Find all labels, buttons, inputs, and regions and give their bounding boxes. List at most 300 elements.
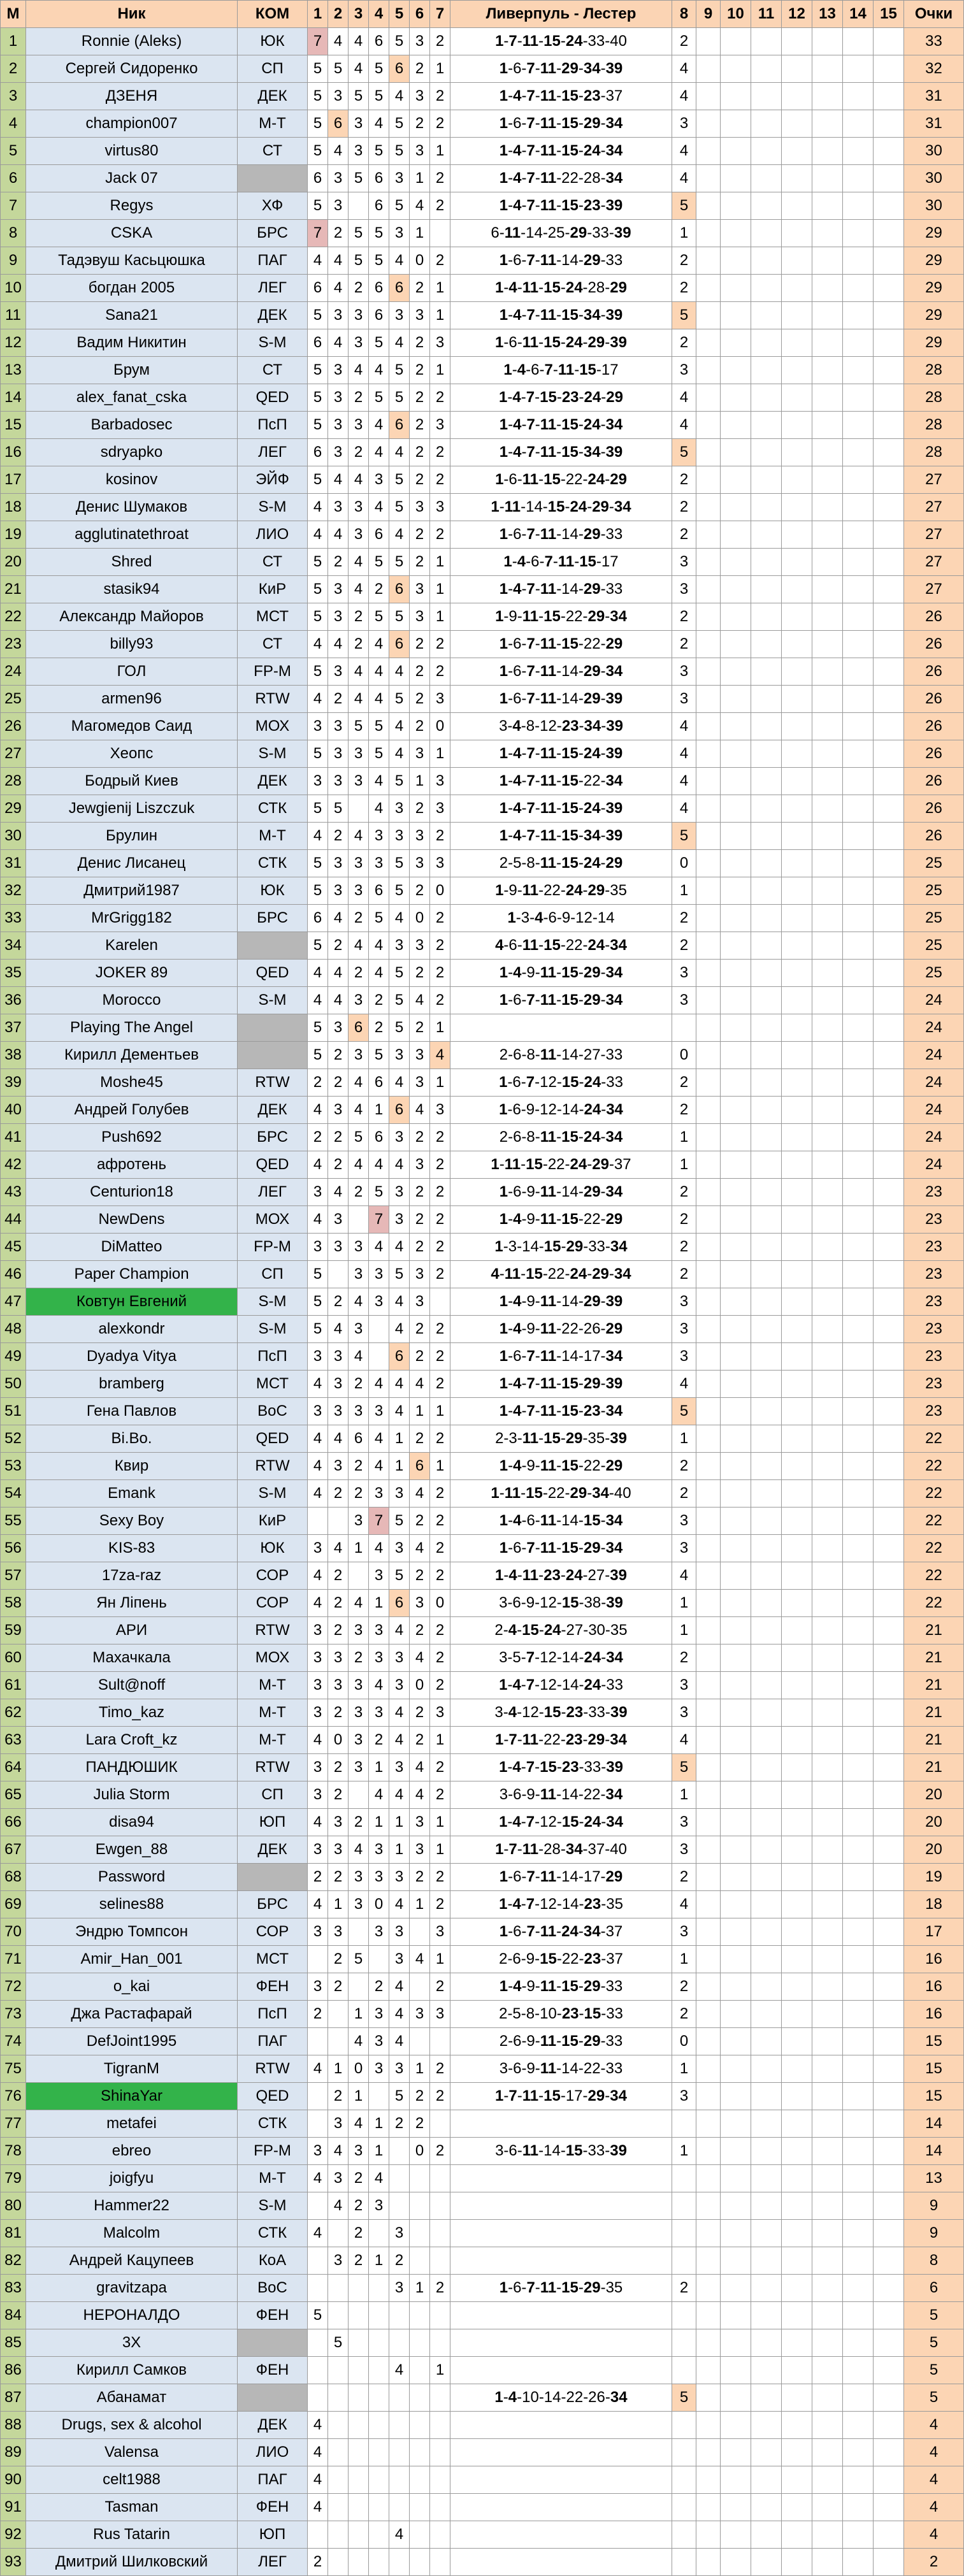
- place-cell: 19: [1, 521, 26, 549]
- round-12-cell: [782, 2302, 812, 2329]
- round-13-cell: [812, 1425, 843, 1453]
- place-cell: 80: [1, 2192, 26, 2220]
- column-header: 13: [812, 1, 843, 28]
- round-4-cell: 5: [369, 713, 389, 740]
- table-row: [1, 1562, 964, 1590]
- round-5-cell: 4: [389, 1151, 410, 1179]
- team-cell: [238, 2329, 308, 2357]
- points-cell: 27: [904, 576, 964, 603]
- round-3-cell: 2: [349, 905, 369, 932]
- place-cell: 72: [1, 1973, 26, 2001]
- round-8-cell: 3: [672, 357, 696, 384]
- round-4-cell: 4: [369, 1371, 389, 1398]
- prediction-text: 1-4-7-11-15-24-39: [499, 745, 623, 762]
- round-4-cell: [369, 2275, 389, 2302]
- round-6-cell: 4: [410, 1644, 430, 1672]
- round-10-cell: [721, 1425, 751, 1453]
- round-7-cell: 2: [430, 1179, 450, 1206]
- nickname-cell: metafei: [26, 2110, 238, 2138]
- round-9-cell: [696, 1699, 721, 1727]
- round-6-cell: 2: [410, 795, 430, 823]
- round-8-cell: 5: [672, 439, 696, 466]
- round-5-cell: 1: [389, 1425, 410, 1453]
- round-15-cell: [874, 631, 904, 658]
- match-prediction-cell: [450, 1973, 672, 2001]
- nickname-cell: Hammer22: [26, 2192, 238, 2220]
- round-10-cell: [721, 1042, 751, 1069]
- round-7-cell: 2: [430, 1234, 450, 1261]
- round-6-cell: 2: [410, 521, 430, 549]
- round-2-cell: 6: [328, 110, 349, 138]
- points-cell: 31: [904, 110, 964, 138]
- round-10-cell: [721, 658, 751, 686]
- points-cell: 2: [904, 2549, 964, 2576]
- nickname-cell: disa94: [26, 1809, 238, 1836]
- round-1-cell: 4: [308, 1151, 328, 1179]
- round-5-cell: 6: [389, 631, 410, 658]
- round-11-cell: [751, 357, 782, 384]
- round-13-cell: [812, 1179, 843, 1206]
- round-9-cell: [696, 1973, 721, 2001]
- round-4-cell: 4: [369, 631, 389, 658]
- team-cell: М-Т: [238, 110, 308, 138]
- round-9-cell: [696, 110, 721, 138]
- round-2-cell: [328, 2549, 349, 2576]
- round-10-cell: [721, 1014, 751, 1042]
- round-5-cell: 4: [389, 1316, 410, 1343]
- round-8-cell: 2: [672, 28, 696, 55]
- round-15-cell: [874, 1864, 904, 1891]
- match-prediction-cell: [450, 2247, 672, 2275]
- round-5-cell: 1: [389, 1453, 410, 1480]
- round-5-cell: 4: [389, 329, 410, 357]
- round-10-cell: [721, 1480, 751, 1507]
- round-14-cell: [843, 1014, 874, 1042]
- team-cell: ЛИО: [238, 521, 308, 549]
- round-11-cell: [751, 1343, 782, 1371]
- round-5-cell: 4: [389, 2357, 410, 2384]
- round-7-cell: 2: [430, 1754, 450, 1781]
- round-13-cell: [812, 549, 843, 576]
- round-4-cell: [369, 1343, 389, 1371]
- match-prediction-cell: [450, 1754, 672, 1781]
- round-11-cell: [751, 2357, 782, 2384]
- round-12-cell: [782, 2466, 812, 2494]
- round-15-cell: [874, 686, 904, 713]
- round-4-cell: 2: [369, 987, 389, 1014]
- match-prediction-cell: [450, 1644, 672, 1672]
- round-10-cell: [721, 1918, 751, 1946]
- round-9-cell: [696, 1097, 721, 1124]
- round-2-cell: 3: [328, 494, 349, 521]
- place-cell: 48: [1, 1316, 26, 1343]
- place-cell: 8: [1, 220, 26, 247]
- round-3-cell: 2: [349, 631, 369, 658]
- round-3-cell: 3: [349, 1617, 369, 1644]
- round-3-cell: 4: [349, 55, 369, 83]
- round-6-cell: 3: [410, 576, 430, 603]
- round-12-cell: [782, 1864, 812, 1891]
- nickname-cell: Morocco: [26, 987, 238, 1014]
- round-11-cell: [751, 110, 782, 138]
- points-cell: 23: [904, 1398, 964, 1425]
- team-cell: СТК: [238, 795, 308, 823]
- round-7-cell: 1: [430, 603, 450, 631]
- prediction-text: 4-6-11-15-22-24-34: [495, 937, 627, 954]
- round-4-cell: 5: [369, 220, 389, 247]
- round-6-cell: 3: [410, 1836, 430, 1864]
- round-4-cell: 1: [369, 1097, 389, 1124]
- prediction-text: 3-6-9-11-14-22-33: [499, 2060, 623, 2077]
- match-prediction-cell: [450, 494, 672, 521]
- round-5-cell: 4: [389, 83, 410, 110]
- points-cell: 24: [904, 1042, 964, 1069]
- round-3-cell: 0: [349, 2055, 369, 2083]
- round-7-cell: [430, 2521, 450, 2549]
- round-14-cell: [843, 2329, 874, 2357]
- round-13-cell: [812, 357, 843, 384]
- round-11-cell: [751, 2138, 782, 2165]
- round-11-cell: [751, 2165, 782, 2192]
- prediction-text: 1-4-7-12-14-24-33: [499, 1676, 623, 1694]
- round-12-cell: [782, 1371, 812, 1398]
- points-cell: 5: [904, 2329, 964, 2357]
- table-row: [1, 2165, 964, 2192]
- round-2-cell: 4: [328, 247, 349, 275]
- round-12-cell: [782, 2165, 812, 2192]
- round-11-cell: [751, 576, 782, 603]
- round-9-cell: [696, 1754, 721, 1781]
- round-14-cell: [843, 220, 874, 247]
- round-5-cell: 5: [389, 28, 410, 55]
- round-6-cell: [410, 2165, 430, 2192]
- round-4-cell: 3: [369, 2192, 389, 2220]
- round-12-cell: [782, 850, 812, 877]
- round-14-cell: [843, 1316, 874, 1343]
- round-11-cell: [751, 1124, 782, 1151]
- prediction-text: 1-4-6-7-11-15-17: [503, 361, 619, 378]
- round-14-cell: [843, 1206, 874, 1234]
- round-11-cell: [751, 1151, 782, 1179]
- round-8-cell: 4: [672, 1891, 696, 1918]
- round-8-cell: 3: [672, 1316, 696, 1343]
- round-13-cell: [812, 1535, 843, 1562]
- round-13-cell: [812, 275, 843, 302]
- round-3-cell: 5: [349, 1946, 369, 1973]
- table-row: [1, 1097, 964, 1124]
- round-2-cell: [328, 1507, 349, 1535]
- round-13-cell: [812, 1836, 843, 1864]
- points-cell: 25: [904, 960, 964, 987]
- round-7-cell: 2: [430, 1124, 450, 1151]
- table-row: [1, 1206, 964, 1234]
- round-6-cell: 2: [410, 1014, 430, 1042]
- place-cell: 37: [1, 1014, 26, 1042]
- prediction-text: 1-6-7-11-29-34-39: [499, 60, 623, 77]
- round-7-cell: [430, 2494, 450, 2521]
- match-prediction-cell: [450, 1864, 672, 1891]
- round-1-cell: 4: [308, 1097, 328, 1124]
- round-15-cell: [874, 1809, 904, 1836]
- round-9-cell: [696, 1042, 721, 1069]
- round-4-cell: 2: [369, 1727, 389, 1754]
- round-8-cell: 2: [672, 631, 696, 658]
- round-3-cell: 2: [349, 384, 369, 412]
- round-6-cell: 1: [410, 2275, 430, 2302]
- round-11-cell: [751, 466, 782, 494]
- round-3-cell: [349, 1206, 369, 1234]
- round-5-cell: 3: [389, 1535, 410, 1562]
- round-3-cell: 2: [349, 1480, 369, 1507]
- team-cell: QED: [238, 384, 308, 412]
- round-6-cell: 4: [410, 1097, 430, 1124]
- table-row: [1, 2138, 964, 2165]
- round-8-cell: 4: [672, 55, 696, 83]
- round-7-cell: [430, 2439, 450, 2466]
- round-9-cell: [696, 932, 721, 960]
- place-cell: 29: [1, 795, 26, 823]
- round-15-cell: [874, 1480, 904, 1507]
- prediction-text: 1-9-11-15-22-29-34: [495, 608, 627, 625]
- round-8-cell: 5: [672, 1754, 696, 1781]
- round-12-cell: [782, 932, 812, 960]
- points-cell: 24: [904, 1069, 964, 1097]
- round-4-cell: 6: [369, 302, 389, 329]
- place-cell: 38: [1, 1042, 26, 1069]
- round-4-cell: 4: [369, 1425, 389, 1453]
- round-9-cell: [696, 2083, 721, 2110]
- round-10-cell: [721, 2247, 751, 2275]
- round-15-cell: [874, 2494, 904, 2521]
- round-6-cell: 2: [410, 1617, 430, 1644]
- round-1-cell: 5: [308, 302, 328, 329]
- round-14-cell: [843, 960, 874, 987]
- prediction-text: 1-4-7-12-14-23-35: [499, 1896, 623, 1913]
- round-10-cell: [721, 2384, 751, 2412]
- round-3-cell: 3: [349, 987, 369, 1014]
- round-3-cell: [349, 1973, 369, 2001]
- nickname-cell: Александр Майоров: [26, 603, 238, 631]
- match-prediction-cell: [450, 2466, 672, 2494]
- team-cell: СОР: [238, 1590, 308, 1617]
- round-7-cell: 2: [430, 2138, 450, 2165]
- points-cell: 28: [904, 412, 964, 439]
- match-prediction-cell: [450, 1425, 672, 1453]
- round-15-cell: [874, 2549, 904, 2576]
- points-cell: 13: [904, 2165, 964, 2192]
- match-prediction-cell: [450, 795, 672, 823]
- round-4-cell: 4: [369, 686, 389, 713]
- round-2-cell: 2: [328, 1590, 349, 1617]
- round-7-cell: 2: [430, 960, 450, 987]
- match-prediction-cell: [450, 1206, 672, 1234]
- round-1-cell: [308, 2357, 328, 2384]
- round-4-cell: 1: [369, 1590, 389, 1617]
- prediction-text: 1-6-9-12-14-24-34: [499, 1101, 623, 1118]
- round-9-cell: [696, 2302, 721, 2329]
- round-3-cell: 2: [349, 1809, 369, 1836]
- column-header: 4: [369, 1, 389, 28]
- round-12-cell: [782, 1754, 812, 1781]
- round-1-cell: 3: [308, 2138, 328, 2165]
- round-3-cell: 3: [349, 768, 369, 795]
- round-15-cell: [874, 2412, 904, 2439]
- match-prediction-cell: [450, 686, 672, 713]
- round-9-cell: [696, 1727, 721, 1754]
- round-8-cell: 1: [672, 1946, 696, 1973]
- round-2-cell: [328, 2302, 349, 2329]
- column-header: M: [1, 1, 26, 28]
- round-9-cell: [696, 275, 721, 302]
- round-9-cell: [696, 2329, 721, 2357]
- round-8-cell: 1: [672, 2055, 696, 2083]
- round-11-cell: [751, 247, 782, 275]
- round-14-cell: [843, 165, 874, 192]
- round-2-cell: 3: [328, 1343, 349, 1371]
- round-8-cell: 2: [672, 2001, 696, 2028]
- place-cell: 79: [1, 2165, 26, 2192]
- nickname-cell: Кирилл Дементьев: [26, 1042, 238, 1069]
- round-13-cell: [812, 138, 843, 165]
- round-15-cell: [874, 2329, 904, 2357]
- round-1-cell: [308, 2110, 328, 2138]
- round-1-cell: 4: [308, 1727, 328, 1754]
- round-3-cell: [349, 192, 369, 220]
- points-cell: 24: [904, 987, 964, 1014]
- table-row: [1, 2055, 964, 2083]
- table-row: [1, 357, 964, 384]
- match-prediction-cell: [450, 1453, 672, 1480]
- round-14-cell: [843, 1234, 874, 1261]
- round-7-cell: 1: [430, 1398, 450, 1425]
- place-cell: 86: [1, 2357, 26, 2384]
- points-cell: 14: [904, 2138, 964, 2165]
- round-15-cell: [874, 2001, 904, 2028]
- round-15-cell: [874, 1617, 904, 1644]
- place-cell: 35: [1, 960, 26, 987]
- round-15-cell: [874, 83, 904, 110]
- nickname-cell: Shred: [26, 549, 238, 576]
- round-1-cell: 4: [308, 823, 328, 850]
- round-3-cell: 2: [349, 960, 369, 987]
- round-14-cell: [843, 2466, 874, 2494]
- round-4-cell: 5: [369, 905, 389, 932]
- round-5-cell: 4: [389, 1398, 410, 1425]
- place-cell: 54: [1, 1480, 26, 1507]
- round-11-cell: [751, 1864, 782, 1891]
- round-11-cell: [751, 713, 782, 740]
- round-1-cell: [308, 2192, 328, 2220]
- round-3-cell: 2: [349, 2247, 369, 2275]
- round-5-cell: [389, 2192, 410, 2220]
- round-11-cell: [751, 877, 782, 905]
- round-1-cell: 3: [308, 1836, 328, 1864]
- round-8-cell: [672, 2521, 696, 2549]
- round-15-cell: [874, 1507, 904, 1535]
- round-12-cell: [782, 247, 812, 275]
- round-2-cell: [328, 2357, 349, 2384]
- table-row: [1, 1973, 964, 2001]
- round-8-cell: 2: [672, 1644, 696, 1672]
- round-9-cell: [696, 987, 721, 1014]
- match-prediction-cell: [450, 1891, 672, 1918]
- match-prediction-cell: [450, 905, 672, 932]
- round-14-cell: [843, 877, 874, 905]
- prediction-text: 3-4-8-12-23-34-39: [499, 717, 623, 735]
- round-9-cell: [696, 603, 721, 631]
- round-15-cell: [874, 1590, 904, 1617]
- team-cell: ЛЕГ: [238, 1179, 308, 1206]
- team-cell: S-M: [238, 1480, 308, 1507]
- round-13-cell: [812, 1261, 843, 1288]
- round-1-cell: 3: [308, 1781, 328, 1809]
- round-2-cell: 3: [328, 1398, 349, 1425]
- round-12-cell: [782, 2357, 812, 2384]
- round-12-cell: [782, 1480, 812, 1507]
- round-4-cell: [369, 2521, 389, 2549]
- round-14-cell: [843, 1590, 874, 1617]
- points-cell: 26: [904, 603, 964, 631]
- round-4-cell: 6: [369, 165, 389, 192]
- round-8-cell: 4: [672, 83, 696, 110]
- table-row: [1, 466, 964, 494]
- round-14-cell: [843, 2220, 874, 2247]
- round-4-cell: 6: [369, 192, 389, 220]
- nickname-cell: stasik94: [26, 576, 238, 603]
- match-prediction-cell: [450, 2494, 672, 2521]
- round-12-cell: [782, 549, 812, 576]
- place-cell: 34: [1, 932, 26, 960]
- round-12-cell: [782, 439, 812, 466]
- round-10-cell: [721, 1891, 751, 1918]
- team-cell: ЮК: [238, 1535, 308, 1562]
- round-13-cell: [812, 713, 843, 740]
- round-5-cell: [389, 2549, 410, 2576]
- round-7-cell: 2: [430, 466, 450, 494]
- round-5-cell: 4: [389, 439, 410, 466]
- match-prediction-cell: [450, 1288, 672, 1316]
- round-1-cell: 3: [308, 1398, 328, 1425]
- round-15-cell: [874, 55, 904, 83]
- nickname-cell: Андрей Кацупеев: [26, 2247, 238, 2275]
- prediction-text: 1-11-15-22-29-34-40: [491, 1485, 631, 1502]
- round-13-cell: [812, 686, 843, 713]
- round-6-cell: 2: [410, 384, 430, 412]
- nickname-cell: Брум: [26, 357, 238, 384]
- round-9-cell: [696, 357, 721, 384]
- round-7-cell: 1: [430, 275, 450, 302]
- round-14-cell: [843, 932, 874, 960]
- team-cell: МСТ: [238, 1371, 308, 1398]
- place-cell: 15: [1, 412, 26, 439]
- round-5-cell: 5: [389, 1014, 410, 1042]
- round-13-cell: [812, 2466, 843, 2494]
- round-14-cell: [843, 549, 874, 576]
- round-2-cell: 2: [328, 1946, 349, 1973]
- round-6-cell: [410, 2247, 430, 2275]
- team-cell: КоА: [238, 2247, 308, 2275]
- points-cell: 19: [904, 1864, 964, 1891]
- round-14-cell: [843, 1864, 874, 1891]
- round-12-cell: [782, 1891, 812, 1918]
- points-cell: 29: [904, 329, 964, 357]
- round-11-cell: [751, 384, 782, 412]
- points-cell: 21: [904, 1754, 964, 1781]
- round-8-cell: [672, 2302, 696, 2329]
- match-prediction-cell: [450, 768, 672, 795]
- round-5-cell: [389, 2439, 410, 2466]
- round-13-cell: [812, 2384, 843, 2412]
